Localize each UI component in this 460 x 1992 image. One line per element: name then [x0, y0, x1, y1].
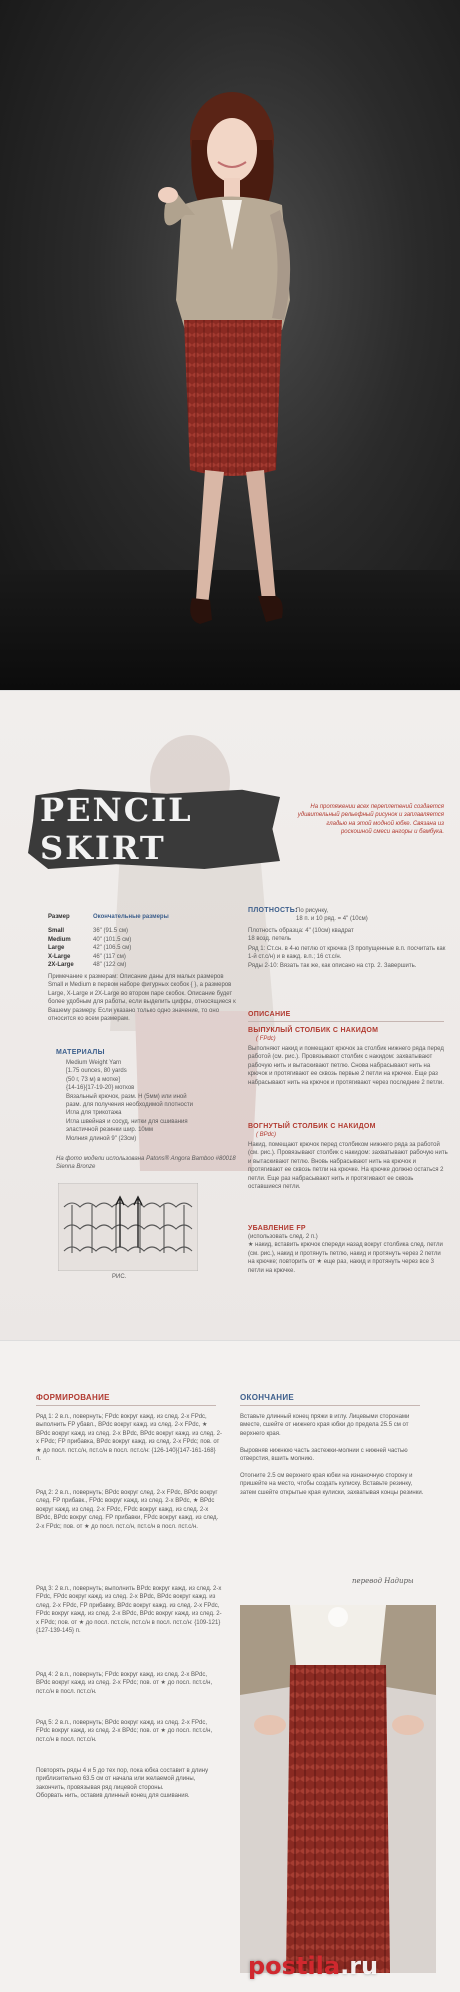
shaping-row-4: Ряд 4: 2 в.п., повернуть; FPdc вокруг кажд. из след. 2-х BPdc, BPdc вокруг кажд. из след. 2-х FPdc; пов. от ★ до посл. пст.с/н, пст.с/н в посл. пст.с/н.	[36, 1672, 213, 1695]
sizes-table	[48, 913, 238, 969]
postila-watermark	[248, 1952, 378, 1980]
description-header: ОПИСАНИЕ	[248, 1011, 291, 1018]
size-label: Medium	[48, 936, 71, 943]
gauge-text: По рисунку, 18 п. и 10 ряд. = 4" (10см)	[296, 908, 368, 923]
size-label: 2X-Large	[48, 962, 74, 969]
shaping-row-1: Ряд 1: 2 в.п., повернуть; FPdc вокруг кажд. из след. 2-х FPdc, выполнить FP убавл., BPdc вокруг кажд. из след. 2-х FPdc, ★ BPdc вокруг кажд. из след. 2-х BPdc, BPdc вокруг кажд. из след. 2-х FPdc; FP прибавка, BPdc вокруг кажд. из след. 2-х FPdc; пов. от ★ до посл. пст.с/н, пст.с/н в посл. пст.с/н: {126-140}{147-161-168} п.	[36, 1414, 222, 1463]
materials-list: Medium Weight Yarn [1.75 ounces, 80 yards (50 г, 73 м) в мотке] {14-16}{17-19-20} мотков Вязальный крючок, разм. H (5мм) или иной разм. для получения необходимой плотности Игла для трикотажа Игла швейная и сосуд, нитки для сшивания эластичной резинки шир. 10мм Молния длиной 9" (23см)	[66, 1060, 193, 1142]
divider	[248, 1021, 444, 1022]
decrease-header: УБАВЛЕНИЕ FP	[248, 1225, 306, 1232]
intro-text: На протяжении всех переплетений создается удивительный рельефный рисунок и заплавляется гладью на этой модной юбке. Связана из роскошной смеси ангоры и бамбука.	[297, 804, 444, 836]
stitch-diagram	[58, 1183, 198, 1271]
diagram-caption: РИС.	[112, 1274, 127, 1280]
photo-credit: На фото модели использована Patons® Angora Bamboo #80018 Sienna Bronze	[56, 1156, 236, 1171]
size-note: Примечание к размерам: Описание даны для малых размеров Small и Medium в первом наборе фигурных скобок { }, а размеров Large, X-Large и 2X-Large во втором паре скобок. Описание будет более удобным для работы, если выделить цифры, относящиеся к Вашему размеру. Если указано только одно значение, то оно относится ко всем размерам.	[48, 974, 236, 1023]
size-measure: 42" (106.5 см)	[93, 945, 132, 952]
translator-signature: перевод Надиры	[352, 1577, 414, 1585]
pattern-page	[0, 690, 460, 1340]
divider	[36, 1405, 216, 1406]
watermark-brand: postila	[248, 1952, 341, 1980]
watermark-tld: .ru	[340, 1952, 379, 1980]
shaping-row-2: Ряд 2: 2 в.п., повернуть; BPdc вокруг след. 2-х FPdc, BPdc вокруг след. FP прибавк., FPdc вокруг кажд. из след. 2-х BPdc, ★ BPdc вокруг кажд. из след. 2-х FPdc, FPdc вокруг кажд. из след. 2-х BPdc, BPdc вокруг след. FP прибавки, FPdc вокруг кажд. из след. 2-х FPdc; пов. от ★ до посл. пст.с/н, пст.с/н в посл. пст.с/н.	[36, 1490, 219, 1530]
finishing-page	[0, 1340, 460, 1992]
size-measure: 40" (101.5 см)	[93, 936, 132, 943]
fpdc-text: Выполняют накид и помещают крючок за столбик нижнего ряда перед работой (см. рис.). Провязывают столбик с накидом: захватывают рабочую нить и вытаскивают петлю. Снова набрасывают нить на крючок и протягивают ее сквозь первые 2 петли на крючке. Еще раз набрасывают нить на крючок и протягивают через последние 2 петли.	[248, 1046, 444, 1086]
gauge-header: ПЛОТНОСТЬ:	[248, 907, 298, 914]
size-label: Large	[48, 945, 65, 952]
finishing-text: Вставьте длинный конец пряжи в иглу. Лицевыми сторонами вместе, сшейте от нижнего края юбки до предела 25.5 см от верхнего края. Выровняв нижнюю часть застежки-молнии с нижней частью отверстия, вшить молнию. Отогните 2.5 см верхнего края юбки на изнаночную сторону и пришейте на место, чтобы создать кулиску. Вставьте резинку, затем сшейте открытые края кулиски, захватывая концы резинки.	[240, 1414, 424, 1496]
cover-photo	[0, 0, 460, 690]
skirt-closeup-photo	[240, 1605, 436, 1973]
materials-header: МАТЕРИАЛЫ	[56, 1049, 105, 1056]
divider	[240, 1405, 420, 1406]
size-label: Small	[48, 928, 65, 935]
size-row	[48, 927, 238, 935]
bpdc-abbr: ( BPdc)	[256, 1132, 277, 1138]
size-row	[48, 961, 238, 969]
size-row	[48, 953, 238, 961]
shaping-repeat: Повторять ряды 4 и 5 до тех пор, пока юбка составит в длину приблизительно 63.5 см от начала или желаемой длины, закончить, провязывая ряд лицевой стороны. Оборвать нить, оставив длинный конец для сшивания.	[36, 1768, 209, 1800]
size-measure: 48" (122 см)	[93, 962, 127, 969]
measure-col-header: Окончательные размеры	[93, 914, 169, 920]
size-col-header: Размер	[48, 914, 70, 920]
bpdc-header: ВОГНУТЫЙ СТОЛБИК С НАКИДОМ	[248, 1123, 376, 1130]
sizes-header	[48, 913, 238, 921]
size-label: X-Large	[48, 953, 71, 960]
size-row	[48, 944, 238, 952]
bpdc-text: Накид, помещают крючок перед столбиком нижнего ряда за работой (см. рис.). Провязывают столбик с накидом: захватывают рабочую нить и вытаскивают петлю. Вновь набрасывают нить на крючок и протягивают ее сквозь петли на крючке. На крючке должно остаться 2 петли. Еще раз набрасывают нить и протягивают ее сквозь оставшиеся петли.	[248, 1142, 448, 1191]
shaping-row-5: Ряд 5: 2 в.п., повернуть; BPdc вокруг кажд. из след. 2-х FPdc, FPdc вокруг кажд. из след. 2-х BPdc; пов. от ★ до посл. пст.с/н, пст.с/н в посл. пст.с/н.	[36, 1720, 213, 1743]
size-row	[48, 936, 238, 944]
gauge-rows: Ряд 1: Ст.сн. в 4-ю петлю от крючка (3 пропущенные в.п. посчитать как 1-й ст.с/н) и в кажд. в.п.; 16 ст.с/н. Ряды 2-10: Вязать так же, как описано на стр. 2. Завершить.	[248, 946, 446, 969]
size-measure: 36" (91.5 см)	[93, 928, 128, 935]
fpdc-header: ВЫПУКЛЫЙ СТОЛБИК С НАКИДОМ	[248, 1027, 379, 1034]
shaping-row-3: Ряд 3: 2 в.п., повернуть; выполнить BPdc вокруг кажд. из след. 2-х FPdc, FPdc вокруг кажд. из след. 2-х BPdc, BPdc вокруг кажд. из след. 2-х FPdc, FP прибавку, BPdc вокруг кажд. из след. 2-х FPdc, FPdc вокруг кажд. из след. 2-х BPdc, BPdc вокруг кажд. из след. 2-х FPdc; пов. от ★ до посл. пст.с/н, пст.с/н в посл. пст.с/н: {109-121}{127-139-145} п.	[36, 1586, 222, 1635]
fpdc-abbr: ( FPdc)	[256, 1036, 276, 1042]
gauge-sample: Плотность образца: 4" (10см) квадрат 18 возд. петель	[248, 928, 354, 943]
decrease-text: (использовать след. 2 п.) ★ накид, вставить крючок спереди назад вокруг столбика след. петли (см. рис.), накид и протянуть петлю, накид и протянуть через 2 петли на крючке; повторить от ★ еще раз, накид и протянуть через все 3 петли на крючке.	[248, 1234, 443, 1274]
pattern-title: PENCIL SKIRT	[40, 791, 193, 867]
size-measure: 46" (117 см)	[93, 953, 126, 960]
model-illustration	[0, 0, 460, 690]
finishing-header: ОКОНЧАНИЕ	[240, 1393, 295, 1402]
shaping-header: ФОРМИРОВАНИЕ	[36, 1393, 110, 1402]
